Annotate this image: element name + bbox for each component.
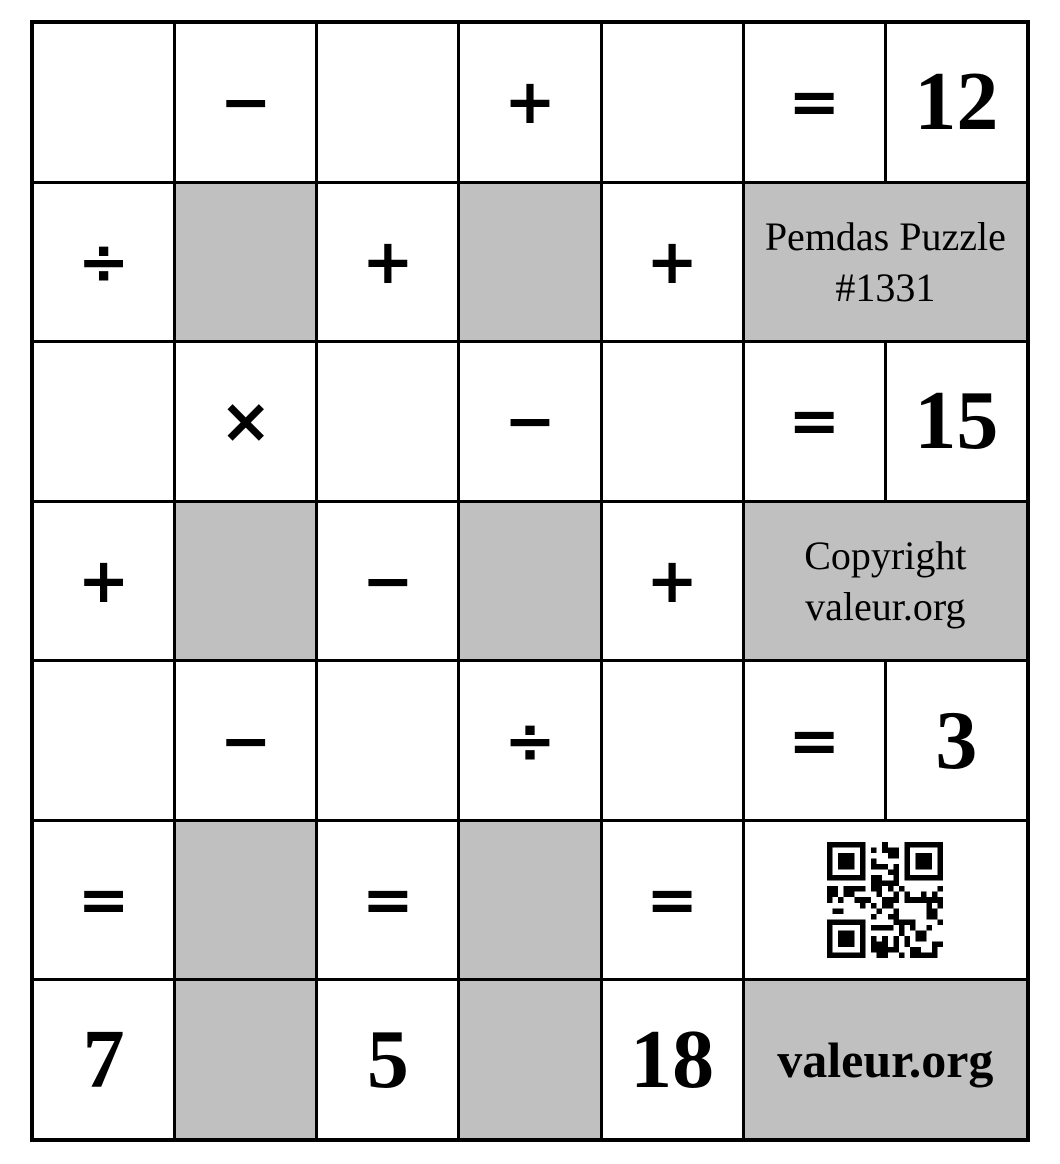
- puzzle-title-cell: [745, 184, 1026, 341]
- plus-operator: +: [504, 65, 556, 139]
- operator-cell: [34, 184, 173, 341]
- blocked-cell: [460, 184, 599, 341]
- row-result-value: 15: [914, 374, 999, 468]
- blocked-cell: [176, 822, 315, 979]
- column-result-value: 7: [82, 1012, 125, 1106]
- multiply-operator: ×: [219, 384, 272, 458]
- operator-cell: [603, 184, 742, 341]
- brand-cell: [745, 981, 1026, 1138]
- result-cell: [887, 24, 1026, 181]
- given-number-cell: [318, 981, 457, 1138]
- operator-cell: [176, 343, 315, 500]
- answer-cell: [603, 662, 742, 819]
- equals-cell: [34, 822, 173, 979]
- blocked-cell: [460, 822, 599, 979]
- operator-cell: [460, 343, 599, 500]
- operator-cell: [603, 503, 742, 660]
- equals-operator: =: [788, 703, 841, 777]
- answer-cell: [318, 24, 457, 181]
- blocked-cell: [460, 981, 599, 1138]
- divide-operator: ÷: [77, 224, 130, 298]
- minus-operator: −: [219, 65, 272, 139]
- column-result-value: 18: [630, 1012, 715, 1106]
- equals-operator: =: [77, 863, 130, 937]
- column-result-value: 5: [366, 1012, 409, 1106]
- blocked-cell: [176, 981, 315, 1138]
- answer-cell: [318, 662, 457, 819]
- puzzle-number: #1331: [835, 264, 936, 310]
- equals-cell: [745, 343, 884, 500]
- answer-cell: [603, 343, 742, 500]
- equals-operator: =: [646, 863, 699, 937]
- brand-text: valeur.org: [777, 1031, 994, 1088]
- result-cell: [887, 343, 1026, 500]
- equals-cell: [745, 24, 884, 181]
- answer-cell: [34, 24, 173, 181]
- plus-operator: +: [646, 543, 699, 617]
- plus-operator: +: [77, 543, 130, 617]
- operator-cell: [460, 662, 599, 819]
- copyright-text: Copyright: [804, 532, 967, 578]
- given-number-cell: [603, 981, 742, 1138]
- minus-operator: −: [219, 703, 272, 777]
- answer-cell: [34, 343, 173, 500]
- equals-cell: [603, 822, 742, 979]
- qr-cell: [745, 822, 1026, 979]
- minus-operator: −: [504, 384, 556, 458]
- answer-cell: [603, 24, 742, 181]
- operator-cell: [176, 662, 315, 819]
- equals-operator: =: [788, 384, 841, 458]
- operator-cell: [176, 24, 315, 181]
- copyright-cell: [745, 503, 1026, 660]
- operator-cell: [318, 503, 457, 660]
- given-number-cell: [34, 981, 173, 1138]
- operator-cell: [460, 24, 599, 181]
- minus-operator: −: [361, 543, 414, 617]
- equals-cell: [745, 662, 884, 819]
- pemdas-puzzle-grid: [30, 20, 1030, 1142]
- copyright-site: valeur.org: [805, 583, 966, 629]
- result-cell: [887, 662, 1026, 819]
- divide-operator: ÷: [504, 703, 556, 777]
- row-result-value: 3: [935, 693, 978, 787]
- blocked-cell: [176, 184, 315, 341]
- operator-cell: [34, 503, 173, 660]
- answer-cell: [34, 662, 173, 819]
- puzzle-title: Pemdas Puzzle: [764, 213, 1006, 259]
- plus-operator: +: [646, 224, 699, 298]
- operator-cell: [318, 184, 457, 341]
- equals-cell: [318, 822, 457, 979]
- qr-code-icon: [827, 842, 943, 958]
- equals-operator: =: [361, 863, 414, 937]
- blocked-cell: [460, 503, 599, 660]
- equals-operator: =: [788, 65, 841, 139]
- answer-cell: [318, 343, 457, 500]
- blocked-cell: [176, 503, 315, 660]
- plus-operator: +: [361, 224, 414, 298]
- row-result-value: 12: [914, 55, 999, 149]
